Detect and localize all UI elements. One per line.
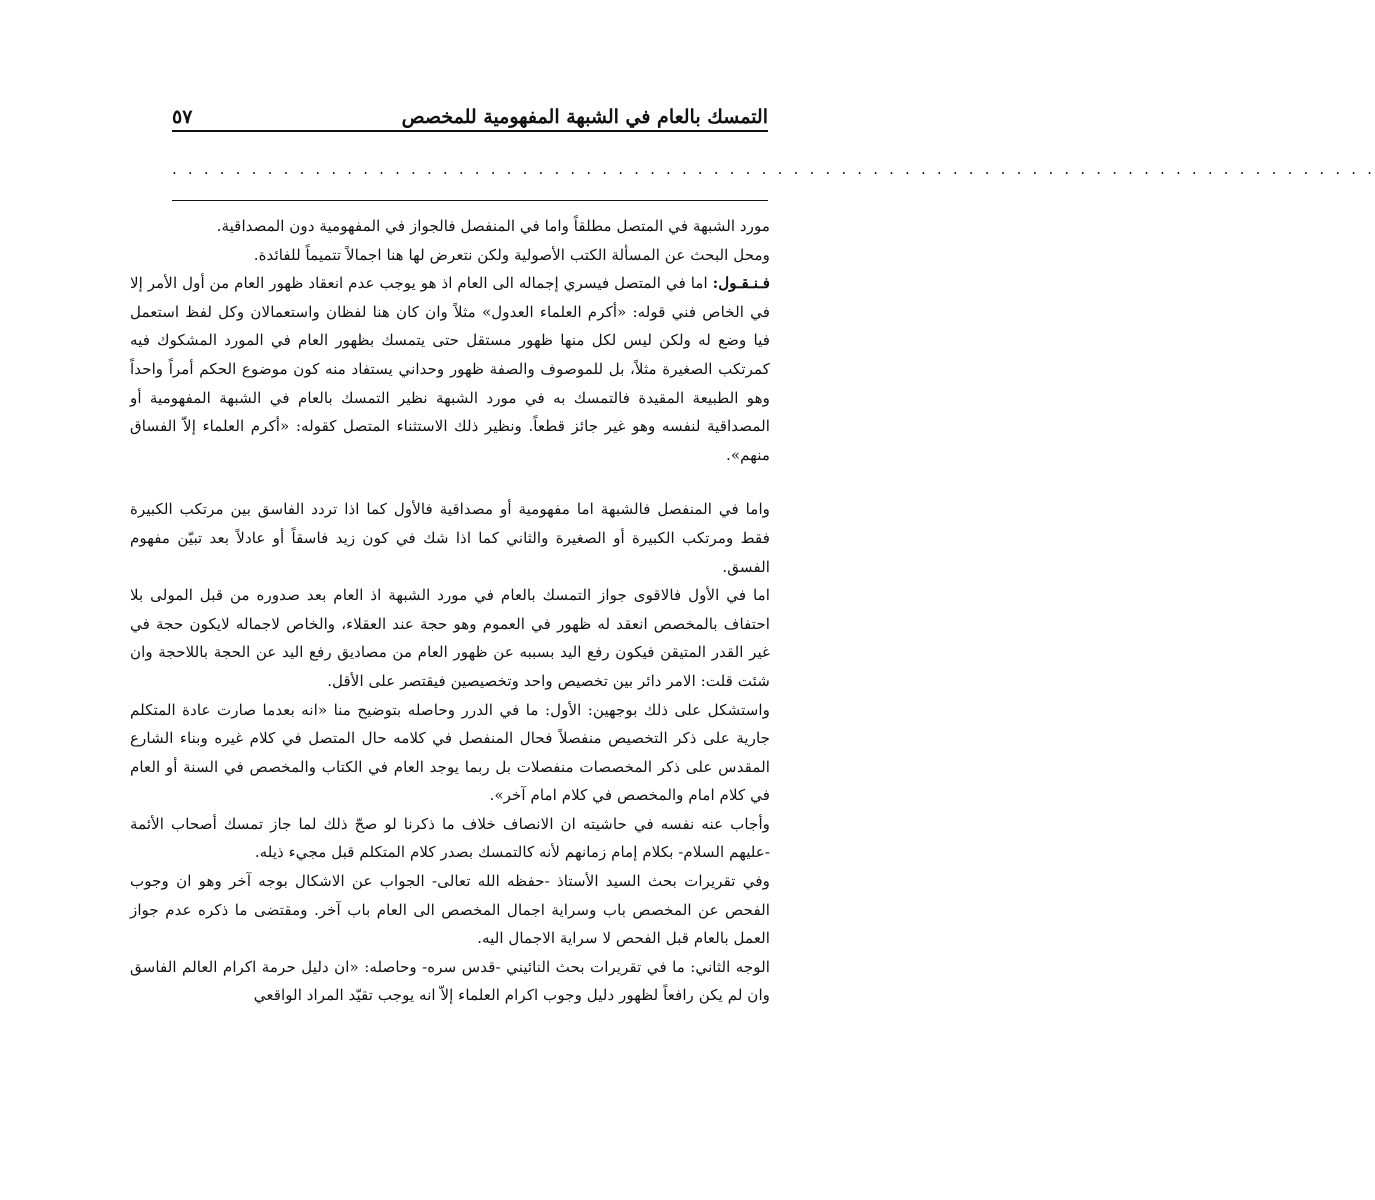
paragraph [130, 212, 770, 241]
paragraph [130, 581, 770, 695]
paragraph-text: واما في المنفصل فالشبهة اما مفهومية أو مصداقية فالأول كما اذا تردد الفاسق بين مرتكب الكبيرة فقط ومرتكب الكبيرة أو الصغيرة والثاني كما اذا شك في كون زيد فاسقاً أو عادلاً بعد تبيّن مفهوم الفسق. [130, 500, 770, 576]
page-number: ٥٧ [172, 106, 193, 128]
footnote-dots: . . . . . . . . . . . . . . . . . . . . . . . . . . . . . . . . . . . . . . . . . . . . . . . . . . . . . . . . . . . . . . . . . . . . . . . . . . . . [172, 160, 1375, 178]
paragraph [130, 953, 770, 1010]
paragraph [130, 810, 770, 867]
running-title: التمسك بالعام في الشبهة المفهومية للمخصص [401, 106, 768, 128]
paragraph-text: اما في المتصل فيسري إجماله الى العام اذ هو يوجب عدم انعقاد ظهور العام من أول الأمر إلا في الخاص فني قوله: «أكرم العلماء العدول» مثلاً وان كان هنا لفظان واستعمالان وكل لفظ استعمل فيا وضع له ولكن ليس لكل منها ظهور مستقل حتى يتمسك بظهور العام في المورد المشكوك فيه كمرتكب الصغيرة مثلاً، بل للموصوف والصفة ظهور وحداني يستفاد منه كون موضوع الحكم أمراً واحداً وهو الطبيعة المقيدة فالتمسك به في مورد الشبهة نظير التمسك بالعام في الشبهة المفهومية أو المصداقية لنفسه وهو غير جائز قطعاً. ونظير ذلك الاستثناء المتصل كقوله: «أكرم العلماء إلاّ الفساق منهم». [130, 274, 770, 464]
paragraph-text: اما في الأول فالاقوى جواز التمسك بالعام في مورد الشبهة اذ العام بعد صدوره من قبل المولى بلا احتفاف بالمخصص انعقد له ظهور في العموم وهو حجة عند العقلاء، والخاص لاجماله لايكون حجة في غير القدر المتيقن فيكون رفع اليد بسببه عن ظهور العام من مصاديق رفع اليد عن الحجة باللاحجة وان شئت قلت: الامر دائر بين تخصيص واحد وتخصيصين فيقتصر على الأقل. [130, 586, 770, 690]
page-header [172, 96, 768, 128]
header-rule [172, 130, 768, 132]
paragraph-text: مورد الشبهة في المتصل مطلقاً واما في المنفصل فالجواز في المفهومية دون المصداقية. [216, 217, 770, 235]
paragraph [130, 241, 770, 270]
paragraph-text: واستشكل على ذلك بوجهين: الأول: ما في الدرر وحاصله بتوضيح منا «انه بعدما صارت عادة المتكلم جارية على ذكر التخصيص منفصلاً فحال المنفصل في كلامه حال المتصل في كلام غيره وبناء الشارع المقدس على ذكر المخصصات منفصلات بل ربما يوجد العام في الكتاب والمخصص في السنة أو العام في كلام امام والمخصص في كلام امام آخر». [130, 700, 770, 805]
paragraph-lead: فـنـقـول: [712, 274, 770, 293]
paragraph-text: وأجاب عنه نفسه في حاشيته ان الانصاف خلاف ما ذكرنا لو صحّ ذلك لما جاز تمسك أصحاب الأئمة -عليهم السلام- بكلام إمام زمانهم لأنه كالتمسك بصدر كلام المتكلم قبل مجيء ذيله. [130, 814, 770, 862]
paragraph [130, 269, 770, 469]
paragraph [130, 696, 770, 810]
paragraph-text: وفي تقريرات بحث السيد الأستاذ -حفظه الله تعالى- الجواب عن الاشكال بوجه آخر وهو ان وجوب الفحص عن المخصص باب وسراية اجمال المخصص الى العام باب آخر. ومقتضى ما ذكره عدم جواز العمل بالعام قبل الفحص لا سراية الاجمال اليه. [130, 872, 770, 948]
paragraph [130, 867, 770, 953]
body-text [130, 212, 770, 1010]
paragraph-text: ومحل البحث عن المسألة الكتب الأصولية ولكن نتعرض لها هنا اجمالاً تتميماً للفائدة. [253, 245, 770, 264]
separator-rule [172, 200, 768, 201]
paragraph-text: الوجه الثاني: ما في تقريرات بحث النائيني -قدس سره- وحاصله: «ان دليل حرمة اكرام العالم الفاسق وان لم يكن رافعاً لظهور دليل وجوب اكرام العلماء إلاّ انه يوجب تقيّد المراد الواقعي [130, 957, 770, 1005]
paragraph [130, 495, 770, 581]
